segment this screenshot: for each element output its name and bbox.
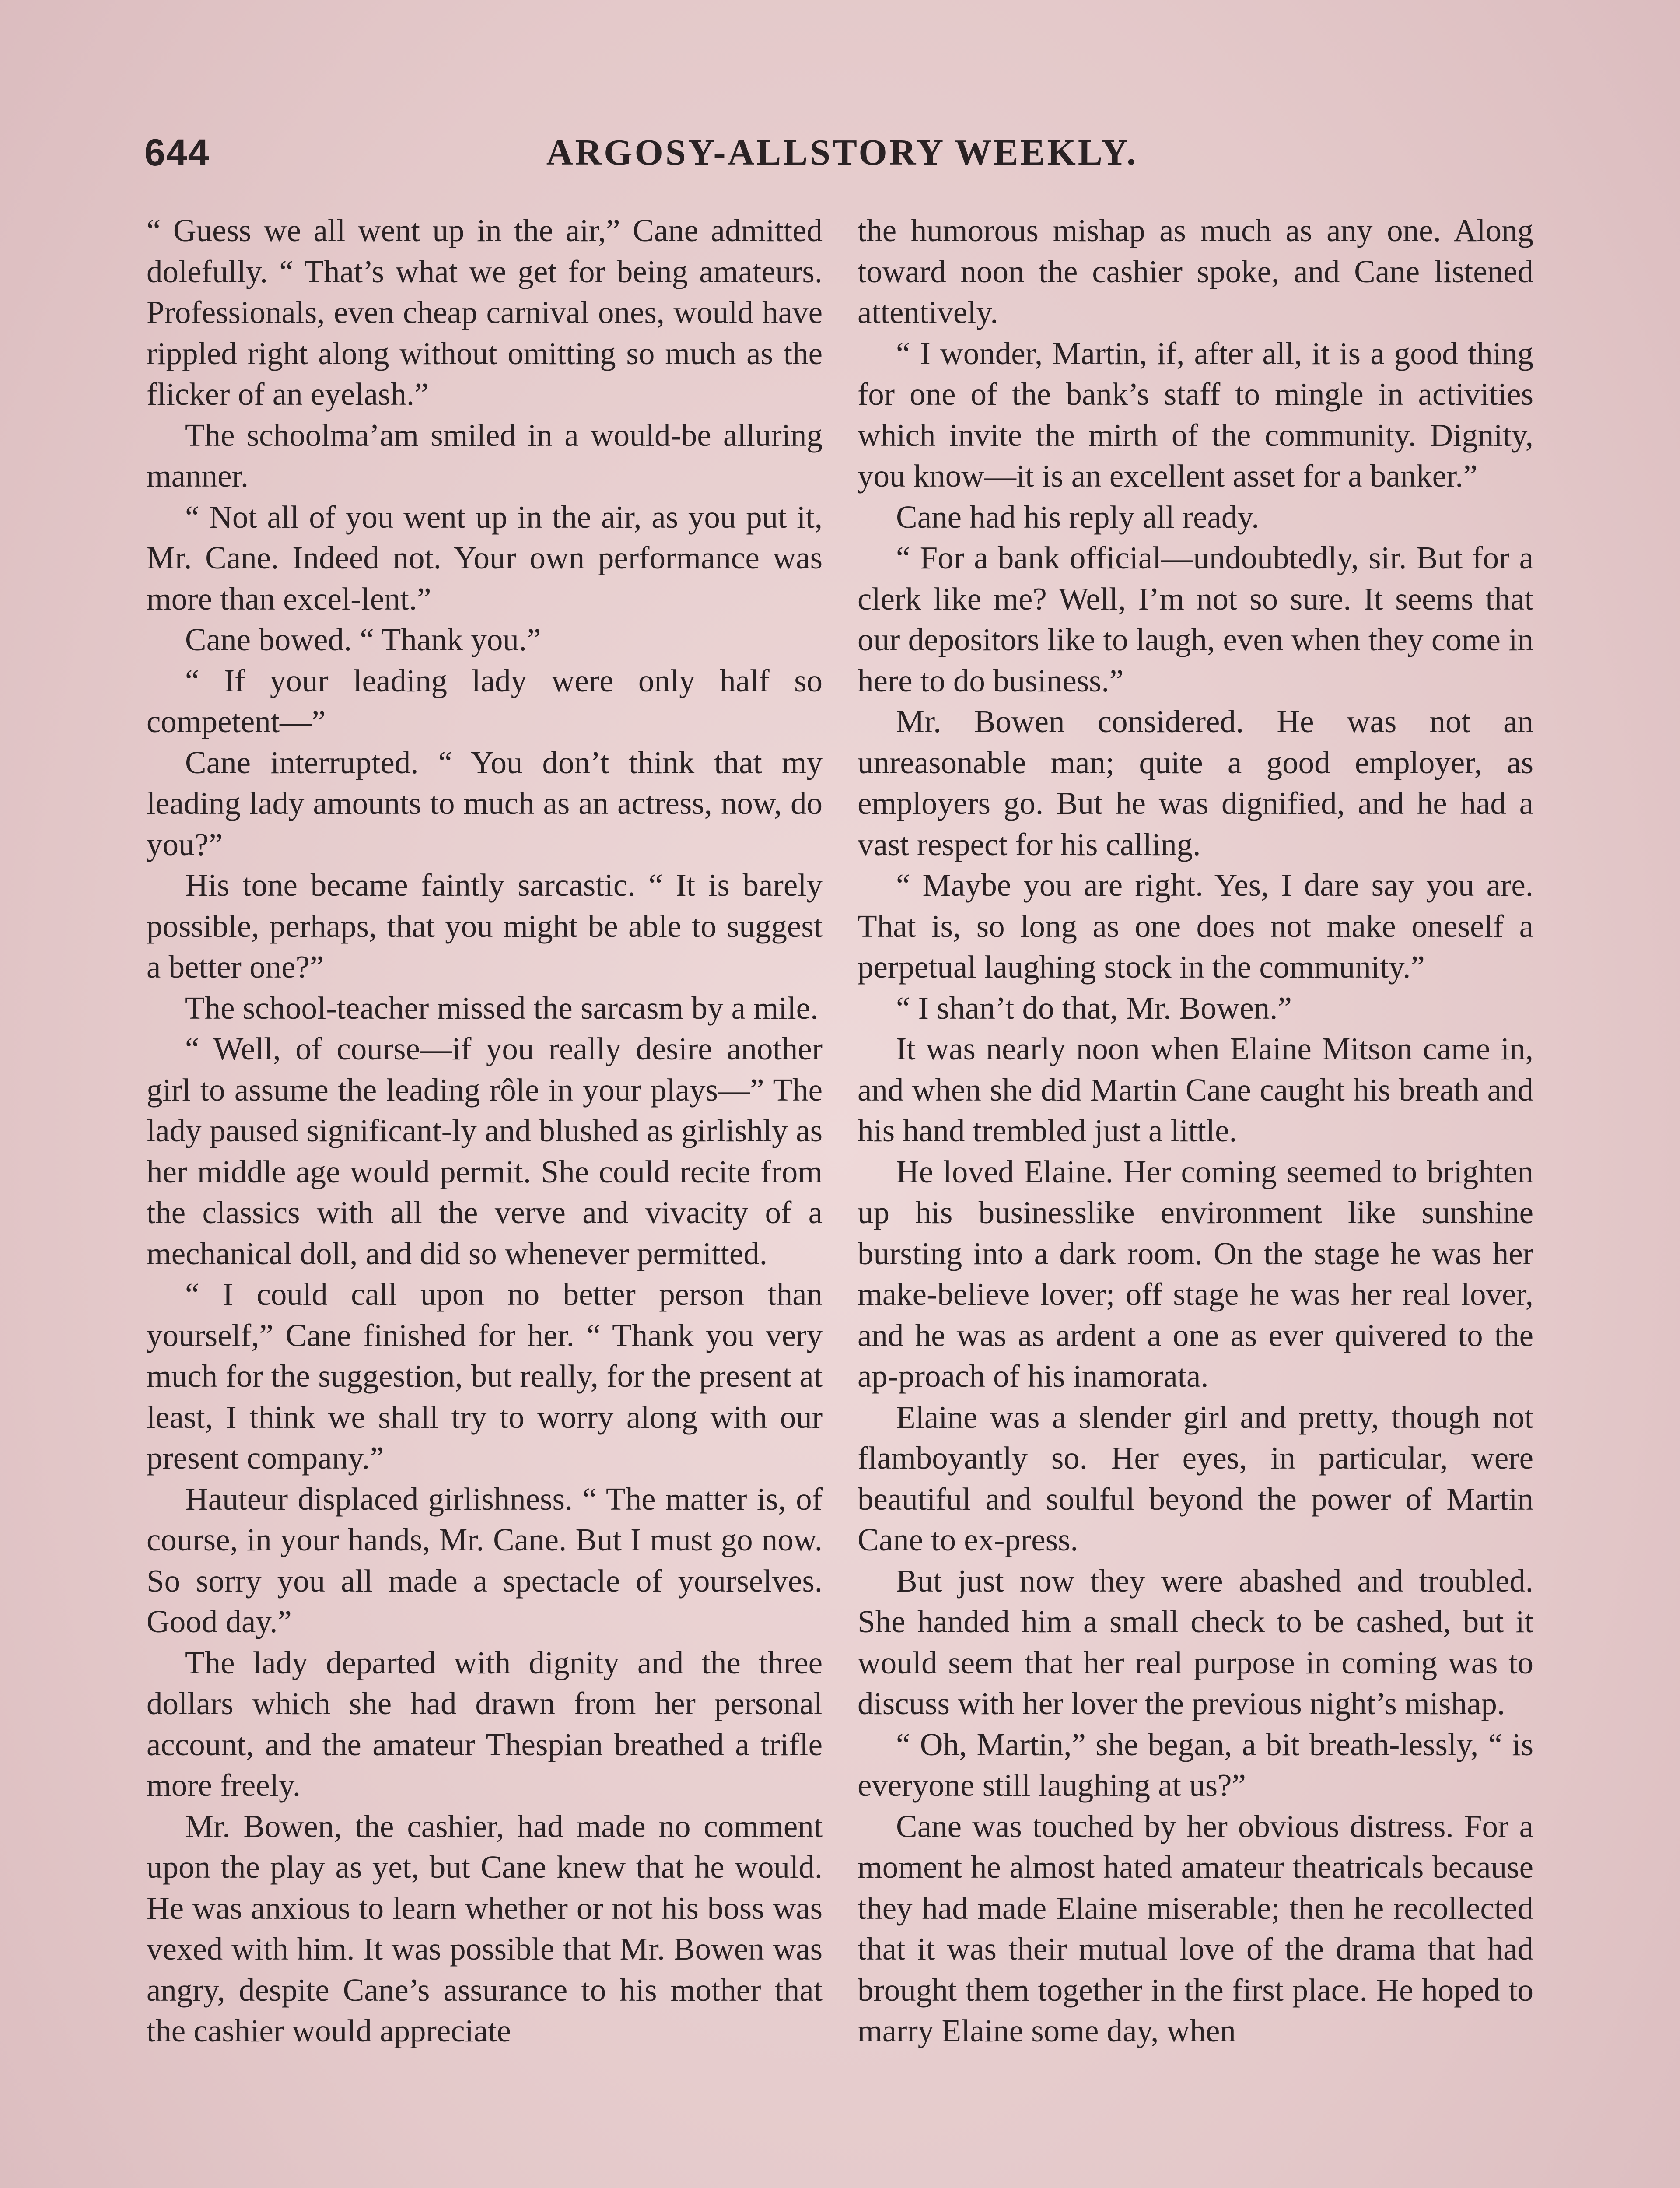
page-number: 644: [144, 132, 210, 174]
paragraph: Mr. Bowen, the cashier, had made no comment upon the play as yet, but Cane knew that he would. He was anxious to learn whether or not his boss was vexed with him. It was possible that Mr. Bowen was angry, despite Cane’s assurance to his mother that the cashier would appreciate: [147, 1808, 822, 2048]
left-column: [147, 210, 822, 2188]
paragraph: Cane bowed. “ Thank you.”: [185, 622, 541, 657]
paragraph: “ If your leading lady were only half so competent—”: [147, 663, 822, 739]
running-head: ARGOSY-ALLSTORY WEEKLY.: [546, 132, 1138, 173]
paragraph: It was nearly noon when Elaine Mitson came in, and when she did Martin Cane caught his breath and his hand trembled just a little.: [858, 1031, 1533, 1148]
paragraph: “ Well, of course—if you really desire another girl to assume the leading rôle in your plays—” The lady paused significant-ly and blushed as girlishly as her middle age would permit. She could recite from the classics with all the verve and vivacity of a mechanical doll, and did so whenever permitted.: [147, 1031, 822, 1271]
paragraph: “ I shan’t do that, Mr. Bowen.”: [896, 990, 1292, 1026]
right-column: [858, 210, 1533, 2188]
paragraph: “ For a bank official—undoubtedly, sir. But for a clerk like me? Well, I’m not so sure. It seems that our depositors like to laugh, even when they come in here to do business.”: [858, 540, 1533, 698]
paragraph: “ Not all of you went up in the air, as you put it, Mr. Cane. Indeed not. Your own performance was more than excel-lent.”: [147, 499, 822, 617]
paragraph: “ Maybe you are right. Yes, I dare say you are. That is, so long as one does not make oneself a perpetual laughing stock in the community.”: [858, 867, 1533, 985]
page-header: [144, 131, 1540, 179]
paragraph: Cane interrupted. “ You don’t think that my leading lady amounts to much as an actress, now, do you?”: [147, 744, 822, 862]
paragraph: Mr. Bowen considered. He was not an unreasonable man; quite a good employer, as employers go. But he was dignified, and he had a vast respect for his calling.: [858, 704, 1533, 862]
paragraph: Elaine was a slender girl and pretty, though not flamboyantly so. Her eyes, in particular, were beautiful and soulful beyond the power of Martin Cane to ex-press.: [858, 1399, 1533, 1557]
paragraph: “ I wonder, Martin, if, after all, it is a good thing for one of the bank’s staff to mingle in activities which invite the mirth of the community. Dignity, you know—it is an excellent asset for a banker.”: [858, 335, 1533, 494]
paragraph: “ Oh, Martin,” she began, a bit breath-lessly, “ is everyone still laughing at us?”: [858, 1726, 1533, 1803]
paragraph: But just now they were abashed and troubled. She handed him a small check to be cashed, but it would seem that her real purpose in coming was to discuss with her lover the previous night’s mishap.: [858, 1563, 1533, 1721]
paragraph: The lady departed with dignity and the three dollars which she had drawn from her personal account, and the amateur Thespian breathed a trifle more freely.: [147, 1645, 822, 1803]
paragraph: “ Guess we all went up in the air,” Cane admitted dolefully. “ That’s what we get for being amateurs. Professionals, even cheap carnival ones, would have rippled right along without omitting so much as the flicker of an eyelash.”: [147, 213, 822, 412]
paragraph: The school-teacher missed the sarcasm by a mile.: [185, 990, 819, 1026]
paragraph: the humorous mishap as much as any one. Along toward noon the cashier spoke, and Cane listened attentively.: [858, 213, 1533, 330]
paragraph: Cane had his reply all ready.: [896, 499, 1260, 535]
paragraph: The schoolma’am smiled in a would-be alluring manner.: [147, 417, 822, 494]
paragraph: “ I could call upon no better person than yourself,” Cane finished for her. “ Thank you very much for the suggestion, but really, for the present at least, I think we shall try to worry along with our present company.”: [147, 1276, 822, 1476]
paragraph: His tone became faintly sarcastic. “ It is barely possible, perhaps, that you might be able to suggest a better one?”: [147, 867, 822, 985]
paragraph: He loved Elaine. Her coming seemed to brighten up his businesslike environment like sunshine bursting into a dark room. On the stage he was her make-believe lover; off stage he was her real lover, and he was as ardent a one as ever quivered to the ap-proach of his inamorata.: [858, 1154, 1533, 1394]
paragraph: Cane was touched by her obvious distress. For a moment he almost hated amateur theatricals because they had made Elaine miserable; then he recollected that it was their mutual love of the drama that had brought them together in the first place. He hoped to marry Elaine some day, when: [858, 1808, 1533, 2048]
paragraph: Hauteur displaced girlishness. “ The matter is, of course, in your hands, Mr. Cane. But I must go now. So sorry you all made a spectacle of yourselves. Good day.”: [147, 1481, 822, 1639]
